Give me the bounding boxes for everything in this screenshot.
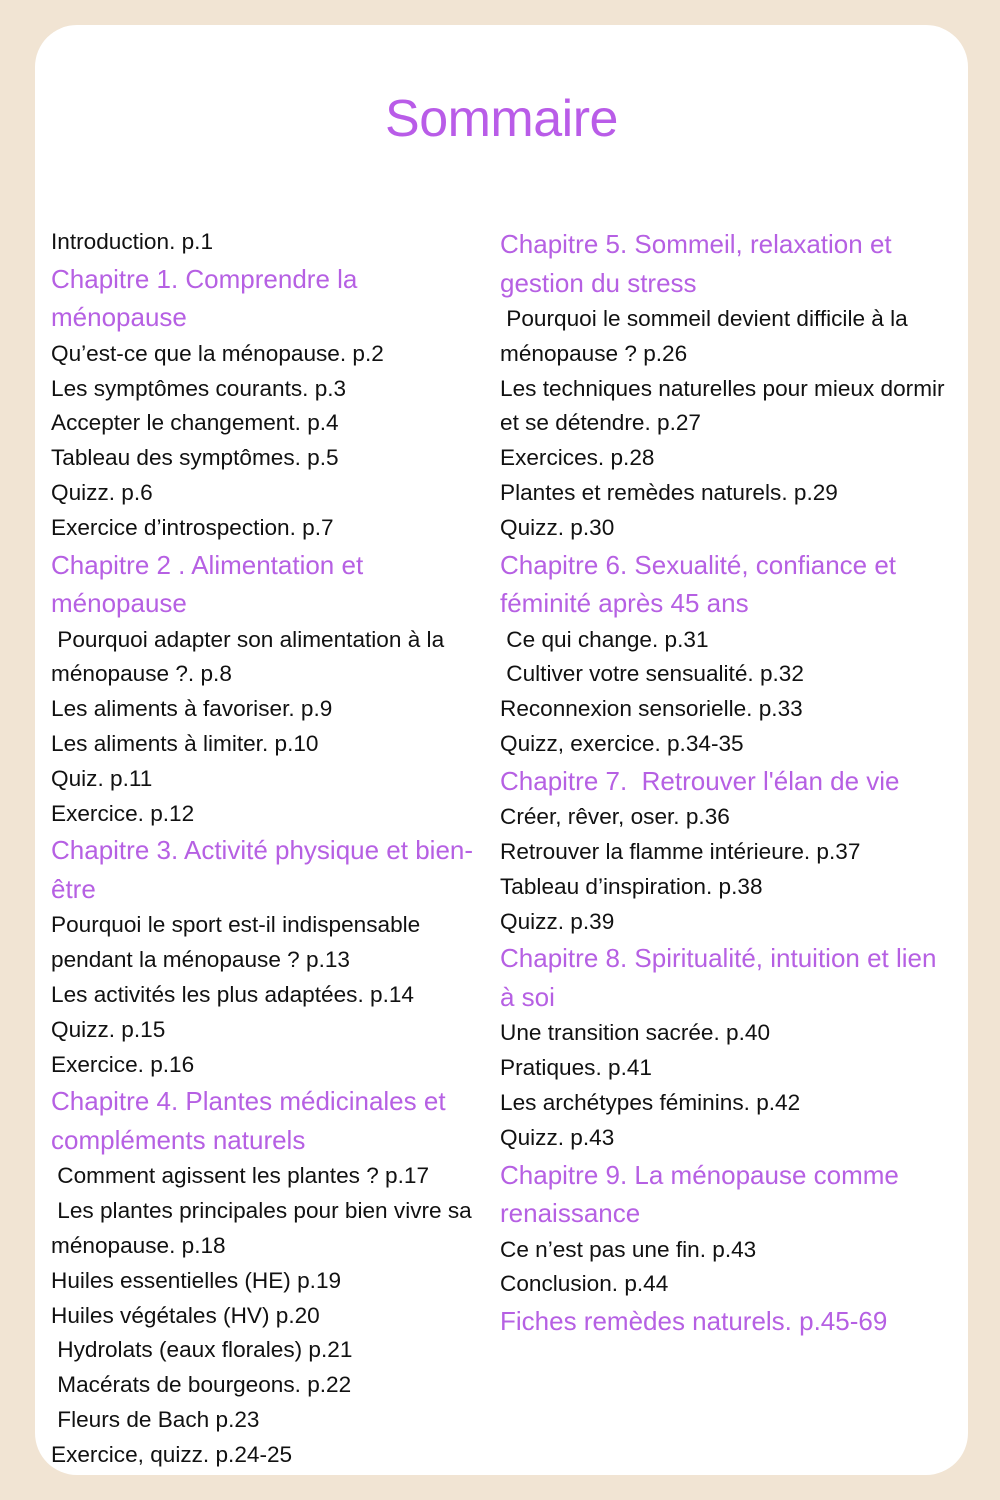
toc-entry: Huiles essentielles (HE) p.19 [51, 1267, 342, 1293]
toc-chapter-heading: Chapitre 3. Activité physique et bien-être [51, 835, 474, 904]
toc-chapter-heading: Chapitre 5. Sommeil, relaxation et gestion du stress [500, 229, 899, 298]
toc-entry: Exercice. p.16 [51, 1051, 195, 1077]
toc-entry: Exercice d’introspection. p.7 [51, 514, 334, 540]
contents-card [35, 25, 968, 1475]
toc-entry: Pratiques. p.41 [500, 1055, 652, 1081]
toc-entry: Accepter le changement. p.4 [51, 410, 339, 436]
toc-entry: Pourquoi le sommeil devient difficile à la ménopause ? p.26 [500, 306, 915, 366]
toc-entry: Les activités les plus adaptées. p.14 [51, 981, 414, 1007]
toc-entry: Plantes et remèdes naturels. p.29 [500, 479, 838, 505]
page-title: Sommaire [385, 90, 618, 148]
toc-entry: Créer, rêver, oser. p.36 [500, 804, 730, 830]
toc-entry: Quiz. p.11 [51, 765, 153, 791]
toc-entry: Huiles végétales (HV) p.20 [51, 1302, 320, 1328]
toc-entry: Les symptômes courants. p.3 [51, 375, 347, 401]
toc-entry: Quizz, exercice. p.34-35 [500, 730, 744, 756]
toc-chapter-heading: Chapitre 8. Spiritualité, intuition et lien à soi [500, 943, 944, 1012]
toc-entry: Reconnexion sensorielle. p.33 [500, 696, 803, 722]
toc-entry: Conclusion. p.44 [500, 1271, 669, 1297]
toc-entry: Quizz. p.15 [51, 1016, 166, 1042]
toc-entry: Quizz. p.30 [500, 514, 615, 540]
toc-entry: Tableau d’inspiration. p.38 [500, 873, 763, 899]
toc-entry: Quizz. p.43 [500, 1124, 615, 1150]
toc-entry: Une transition sacrée. p.40 [500, 1020, 771, 1046]
toc-entry: Qu’est-ce que la ménopause. p.2 [51, 340, 384, 366]
toc-entry: Exercice, quizz. p.24-25 [51, 1441, 293, 1467]
toc-entry: Les plantes principales pour bien vivre sa ménopause. p.18 [51, 1198, 479, 1258]
toc-entry: Les archétypes féminins. p.42 [500, 1090, 801, 1116]
toc-entry: Macérats de bourgeons. p.22 [51, 1372, 352, 1398]
toc-entry: Exercice. p.12 [51, 800, 195, 826]
toc-entry: Quizz. p.39 [500, 908, 615, 934]
toc-chapter-heading: Chapitre 7. Retrouver l'élan de vie [500, 765, 900, 796]
toc-chapter-heading: Chapitre 1. Comprendre la ménopause [51, 263, 365, 333]
toc-entry: Exercices. p.28 [500, 445, 655, 471]
toc-left-column [51, 225, 496, 1473]
toc-entry: Cultiver votre sensualité. p.32 [500, 661, 804, 687]
toc-right-column [500, 225, 950, 1341]
toc-chapter-heading: Chapitre 4. Plantes médicinales et compléments naturels [51, 1086, 453, 1155]
toc-entry: Introduction. p.1 [51, 229, 214, 254]
toc-entry: Tableau des symptômes. p.5 [51, 445, 339, 471]
toc-entry: Les techniques naturelles pour mieux dormir et se détendre. p.27 [500, 375, 951, 436]
toc-entry: Quizz. p.6 [51, 479, 153, 505]
toc-chapter-heading: Chapitre 6. Sexualité, confiance et féminité après 45 ans [500, 549, 904, 619]
toc-entry: Pourquoi le sport est-il indispensable pendant la ménopause ? p.13 [51, 912, 427, 973]
toc-entry: Ce n’est pas une fin. p.43 [500, 1236, 757, 1262]
toc-entry: Retrouver la flamme intérieure. p.37 [500, 839, 861, 865]
toc-entry: Hydrolats (eaux florales) p.21 [51, 1337, 353, 1363]
toc-entry: Fleurs de Bach p.23 [51, 1406, 260, 1432]
toc-chapter-heading: Chapitre 9. La ménopause comme renaissance [500, 1159, 907, 1229]
toc-entry: Comment agissent les plantes ? p.17 [51, 1163, 430, 1189]
toc-entry: Les aliments à limiter. p.10 [51, 730, 319, 756]
toc-entry: Ce qui change. p.31 [500, 626, 709, 652]
toc-chapter-heading: Chapitre 2 . Alimentation et ménopause [51, 549, 371, 619]
toc-entry: Pourquoi adapter son alimentation à la ménopause ?. p.8 [51, 626, 451, 687]
toc-chapter-heading: Fiches remèdes naturels. p.45-69 [500, 1306, 888, 1337]
toc-entry: Les aliments à favoriser. p.9 [51, 696, 333, 722]
